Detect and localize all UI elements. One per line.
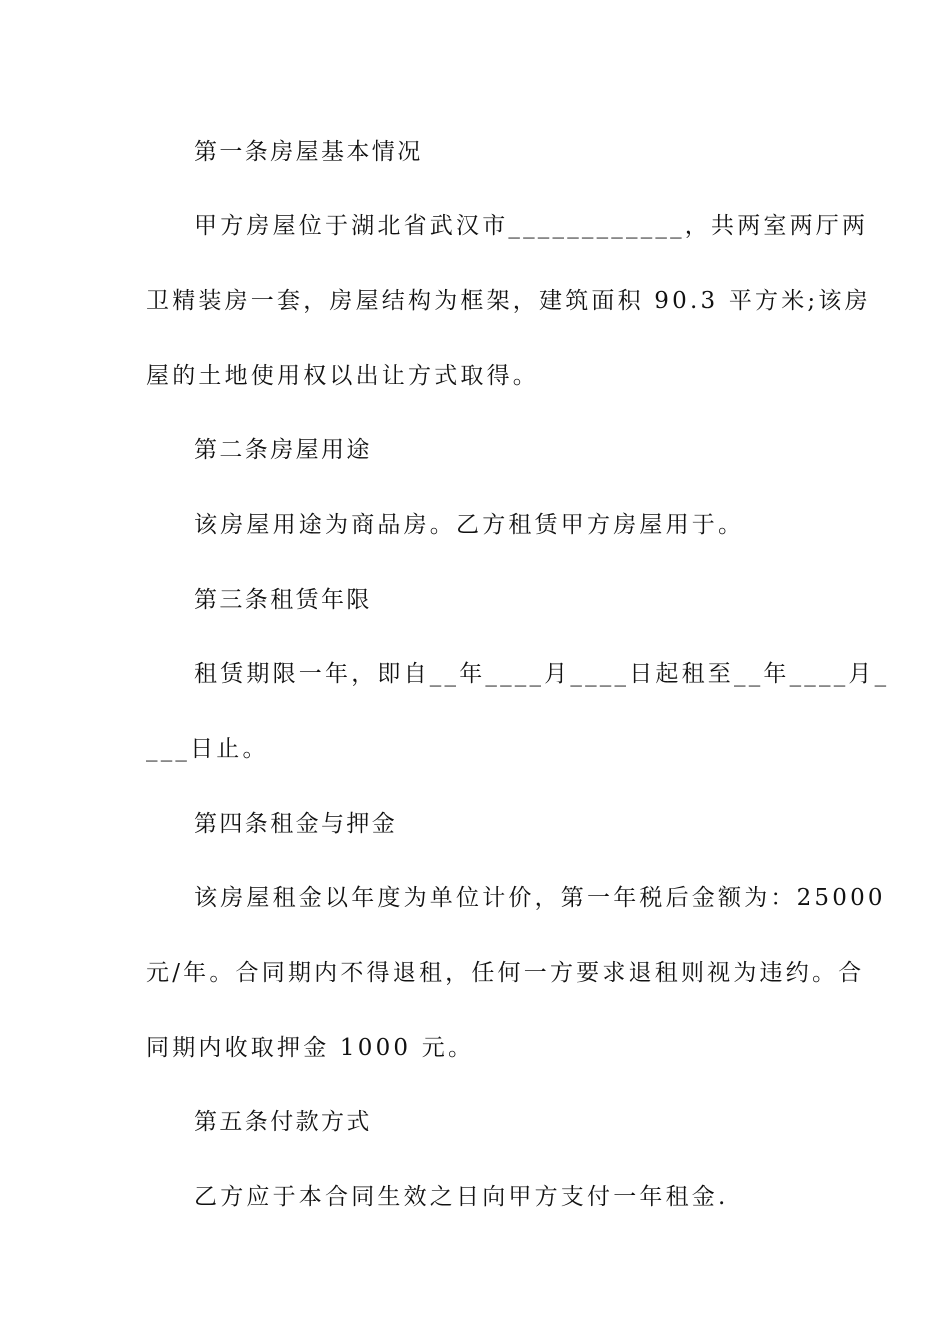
paragraph-line: 该房屋租金以年度为单位计价，第一年税后金额为：25000 [194,885,886,911]
section-heading-1: 第一条房屋基本情况 [194,139,423,165]
paragraph-line: 租赁期限一年，即自__年____月____日起租至__年____月_ [194,661,890,687]
paragraph-line: 乙方应于本合同生效之日向甲方支付一年租金. [194,1184,729,1210]
paragraph-line: 甲方房屋位于湖北省武汉市____________，共两室两厅两 [194,213,869,239]
section-heading-3: 第三条租赁年限 [194,587,372,613]
paragraph-line: 同期内收取押金 1000 元。 [146,1035,475,1061]
section-heading-2: 第二条房屋用途 [194,437,372,463]
paragraph-line: 元/年。合同期内不得退租，任何一方要求退租则视为违约。合 [146,960,865,986]
paragraph-line: ___日止。 [146,736,269,762]
paragraph-line: 该房屋用途为商品房。乙方租赁甲方房屋用于。 [194,512,745,538]
paragraph-line: 屋的土地使用权以出让方式取得。 [146,363,539,389]
paragraph-line: 卫精装房一套，房屋结构为框架，建筑面积 90.3 平方米;该房 [146,288,871,314]
section-heading-5: 第五条付款方式 [194,1109,372,1135]
section-heading-4: 第四条租金与押金 [194,811,398,837]
